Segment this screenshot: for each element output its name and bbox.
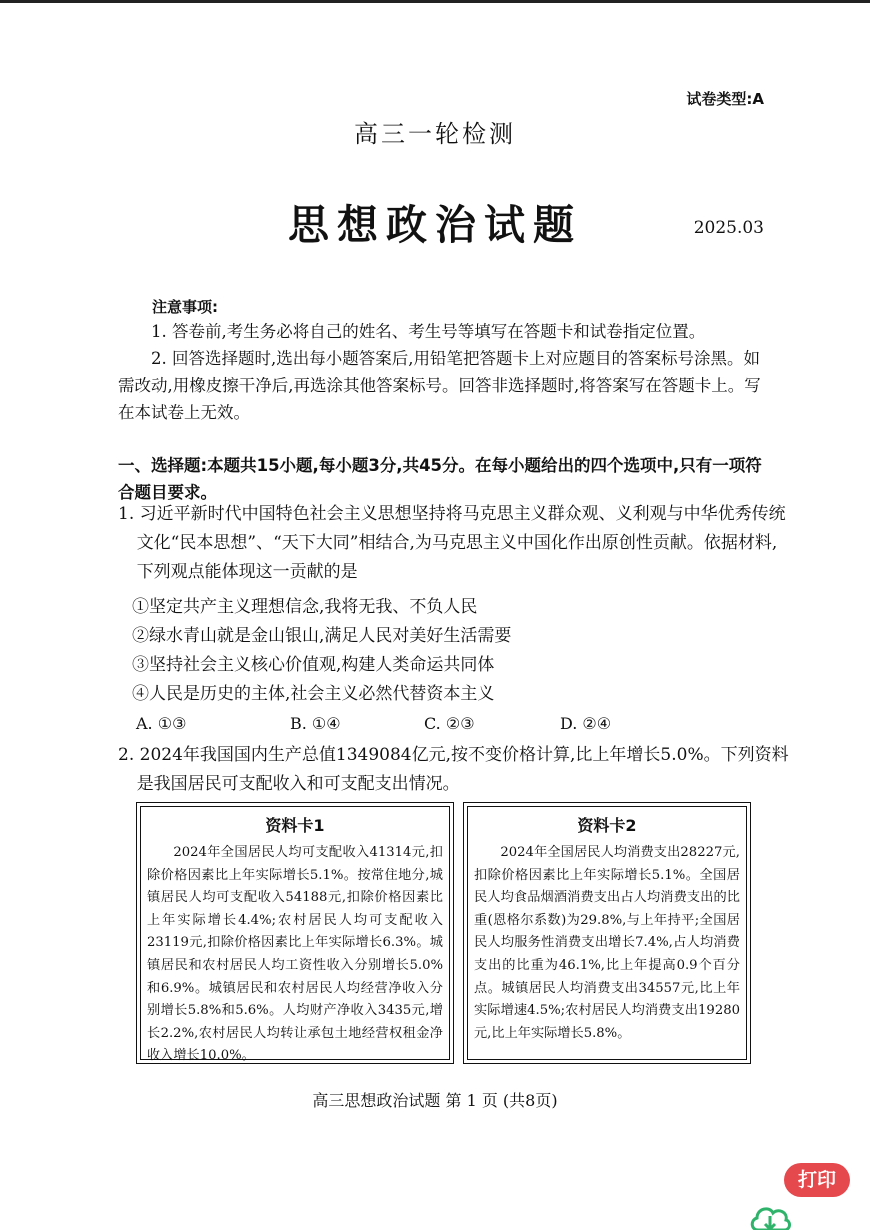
notice-item-1: 1. 答卷前,考生务必将自己的姓名、考生号等填写在答题卡和试卷指定位置。 <box>151 322 706 341</box>
q1-option-d: D. ②④ <box>560 714 612 733</box>
section-heading: 一、选择题:本题共15小题,每小题3分,共45分。在每小题给出的四个选项中,只有一项符合题目要求。 <box>118 456 762 502</box>
card-1-title: 资料卡1 <box>265 816 325 835</box>
card-2-body: 2024年全国居民人均消费支出28227元,扣除价格因素比上年实际增长5.1%。全国居民人均食品烟酒消费支出占人均消费支出的比重(恩格尔系数)为29.8%,与上年持平;全国居民人均服务性消费支出增长7.4%,占人均消费支出的比重为46.1%,比上年提高0.9个百分点。城镇居民人均消费支出34557元,比上年实际增速4.5%;农村居民人均消费支出19280元,比上年实际增长5.8%。 <box>474 845 740 1041</box>
exam-title: 思想政治试题 <box>288 201 582 249</box>
card-1-body: 2024年全国居民人均可支配收入41314元,扣除价格因素比上年实际增长5.1%。按常住地分,城镇居民人均可支配收入54188元,扣除价格因素比上年实际增长4.4%;农村居民人均可支配收入23119元,扣除价格因素比上年实际增长6.3%。城镇居民和农村居民人均工资性收入分别增长5.0%和6.9%。城镇居民和农村居民人均经营净收入分别增长5.8%和5.6%。人均财产净收入3435元,增长2.2%,农村居民人均转让承包土地经营权租金净收入增长10.0%。 <box>147 845 443 1064</box>
q1-statement-1: ①坚定共产主义理想信念,我将无我、不负人民 <box>132 597 478 617</box>
card-2-title: 资料卡2 <box>577 816 637 835</box>
cloud-download-icon[interactable] <box>748 1196 792 1230</box>
q1-option-b: B. ①④ <box>290 714 341 733</box>
notice-heading: 注意事项: <box>152 298 218 316</box>
q1-option-a: A. ①③ <box>136 714 187 733</box>
q1-statement-2: ②绿水青山就是金山银山,满足人民对美好生活需要 <box>132 626 512 646</box>
exam-date: 2025.03 <box>693 218 764 238</box>
question-2-stem: 2. 2024年我国国内生产总值1349084亿元,按不变价格计算,比上年增长5.0%。下列资料是我国居民可支配收入和可支配支出情况。 <box>118 745 789 794</box>
paper-type: 试卷类型:A <box>686 90 764 108</box>
question-1-stem: 1. 习近平新时代中国特色社会主义思想坚持将马克思主义群众观、义利观与中华优秀传统文化“民本思想”、“天下大同”相结合,为马克思主义中国化作出原创性贡献。依据材料,下列观点能体现这一贡献的是 <box>118 504 786 582</box>
exam-subtitle: 高三一轮检测 <box>354 120 516 148</box>
q1-statement-4: ④人民是历史的主体,社会主义必然代替资本主义 <box>132 684 495 704</box>
notice-item-2: 2. 回答选择题时,选出每小题答案后,用铅笔把答题卡上对应题目的答案标号涂黑。如需改动,用橡皮擦干净后,再选涂其他答案标号。回答非选择题时,将答案写在答题卡上。写在本试卷上无效。 <box>118 349 761 422</box>
page-footer: 高三思想政治试题 第 1 页 (共8页) <box>312 1091 558 1110</box>
q1-option-c: C. ②③ <box>424 714 475 733</box>
q1-statement-3: ③坚持社会主义核心价值观,构建人类命运共同体 <box>132 655 495 675</box>
info-card-1 <box>136 802 454 1064</box>
info-card-2 <box>463 802 751 1064</box>
top-border <box>0 0 870 3</box>
print-button[interactable]: 打印 <box>784 1163 850 1197</box>
